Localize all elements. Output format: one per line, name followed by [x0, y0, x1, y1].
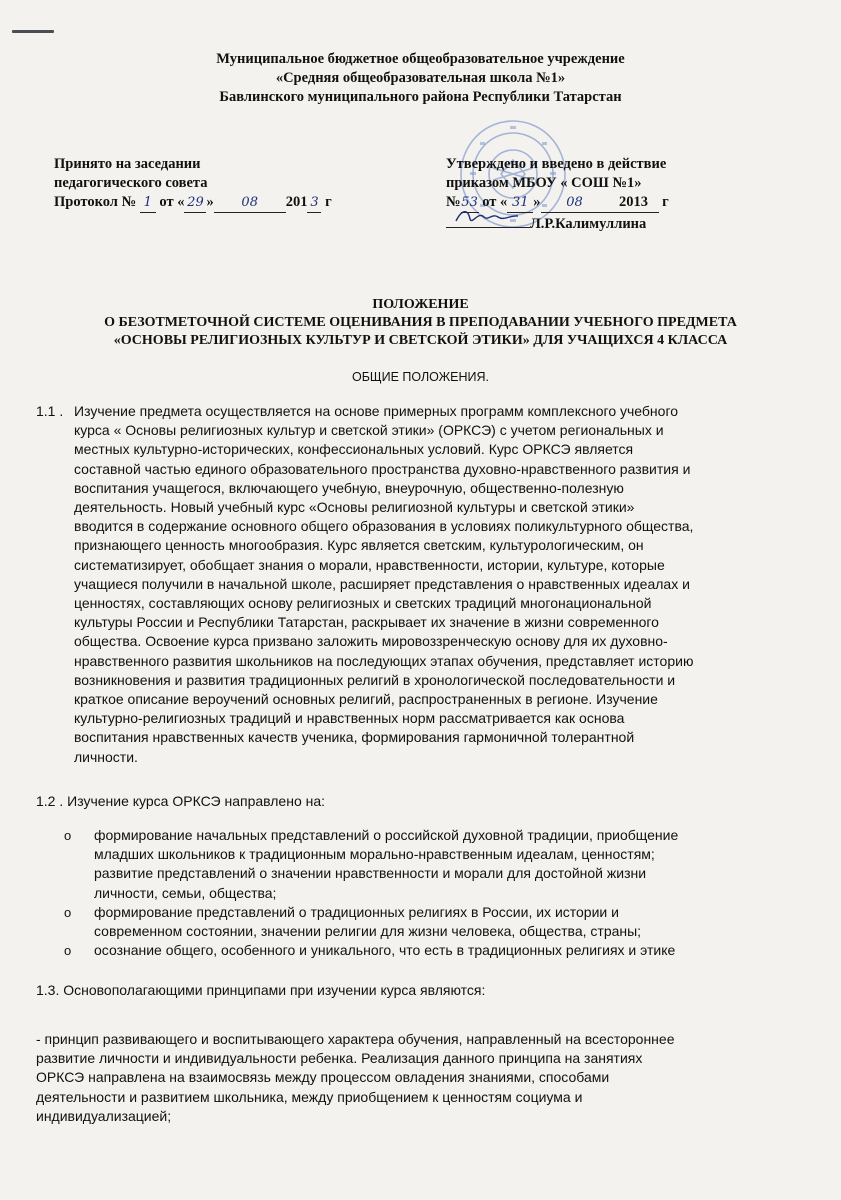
text-line: культурно-религиозных традиций и нравственных норм рассматривается как основа [74, 710, 625, 727]
order-day: 31 [507, 193, 533, 213]
signature-scribble [452, 207, 522, 227]
text-line: воспитания учащегося, включающего учебную, внеурочную, общественно-полезную [74, 479, 624, 496]
header-line-1: Муниципальное бюджетное общеобразовательное учреждение [216, 51, 625, 67]
text-line: o формирование представлений о традиционных религиях в России, их истории и [94, 903, 619, 920]
principle-paragraph [36, 1030, 806, 1126]
protocol-line [54, 193, 332, 213]
protocol-year-digit: 3 [307, 193, 321, 213]
text-line: o формирование начальных представлений о российской духовной традиции, приобщение [94, 827, 679, 843]
title-line-3: «ОСНОВЫ РЕЛИГИОЗНЫХ КУЛЬТУР И СВЕТСКОЙ ЭТИКИ» ДЛЯ УЧАЩИХСЯ 4 КЛАССА [113, 333, 728, 348]
text-line: признающего ценность многообразия. Курс является светским, культурологическим, он [74, 537, 644, 554]
order-year-suffix: г [658, 194, 669, 210]
text-line: - принцип развивающего и воспитывающего характера обучения, направленный на всестороннее [36, 1031, 675, 1047]
order-day-suffix: » [533, 194, 541, 210]
protocol-day: 29 [184, 193, 206, 213]
accepted-block [54, 155, 332, 213]
signatory-name: Л.Р.Калимуллина [530, 216, 647, 232]
paragraph-1-2-heading: 1.2 . Изучение курса ОРКСЭ направлено на: [36, 793, 326, 809]
text-line: воспитания нравственных качеств ученика, формирования гармоничной толерантной [74, 729, 635, 746]
text-line: деятельность. Новый учебный курс «Основы религиозной культуры и светской этики» [74, 499, 635, 516]
accepted-line-2: педагогического совета [54, 175, 208, 191]
document-header [0, 50, 841, 107]
document-title [0, 296, 841, 350]
goals-list [64, 826, 809, 960]
protocol-prefix: Протокол № [54, 194, 137, 210]
header-line-2: «Средняя общеобразовательная школа №1» [275, 70, 566, 86]
text-line: краткое описание вероучений основных религий, распространенных в регионе. Изучение [74, 691, 658, 708]
section-heading: ОБЩИЕ ПОЛОЖЕНИЯ. [351, 370, 490, 384]
text-line: развитие личности и индивидуальности ребенка. Реализация данного принципа на занятиях [36, 1050, 643, 1067]
order-month: 08 [541, 193, 609, 213]
order-number: 53 [461, 193, 479, 213]
signature-field [446, 213, 530, 228]
approved-block [446, 155, 669, 234]
text-line: Изучение предмета осуществляется на основе примерных программ комплексного учебного [74, 403, 679, 419]
text-line: современном состоянии, значении религии для жизни человека, общества, страны; [94, 923, 642, 940]
accepted-line-1: Принято на заседании [54, 156, 201, 172]
title-line-2: О БЕЗОТМЕТОЧНОЙ СИСТЕМЕ ОЦЕНИВАНИЯ В ПРЕПОДАВАНИИ УЧЕБНОГО ПРЕДМЕТА [104, 315, 737, 330]
text-line: местных культурно-исторических, конфессиональных условий. Курс ОРКСЭ является [74, 441, 634, 458]
order-from-prefix: от « [482, 194, 508, 210]
protocol-number: 1 [140, 193, 156, 213]
text-line: учащиеся получили в начальной школе, расширяет представления о нравственных идеалах и [74, 575, 690, 592]
protocol-from-prefix: от « [159, 194, 185, 210]
scan-artifact [12, 30, 54, 33]
text-line: индивидуализацией; [36, 1107, 172, 1124]
paragraph-1-1 [36, 402, 811, 767]
text-line: ОРКСЭ направлена на взаимосвязь между процессом овладения знаниями, способами [36, 1069, 610, 1086]
order-year: 2013 [609, 193, 659, 213]
list-item [64, 826, 809, 903]
protocol-year-suffix: г [321, 194, 332, 210]
text-line: деятельности и развитием школьника, между приобщением к ценностям социума и [36, 1088, 583, 1105]
text-line: личности. [74, 748, 138, 765]
approved-line-1: Утверждено и введено в действие [446, 156, 667, 172]
text-line: ценностях, составляющих основу религиозных и светских традиций многонациональной [74, 595, 652, 612]
text-line: нравственного развития школьников на последующих этапах обучения, представляет историю [74, 652, 694, 669]
list-item [64, 941, 809, 960]
text-line: общества. Освоение курса призвано заложить мировоззренческую основу для их духовно- [74, 633, 668, 650]
text-line: курса « Основы религиозных культур и светской этики» (ОРКСЭ) с учетом региональных и [74, 422, 664, 439]
list-item [64, 903, 809, 941]
text-line: составной частью единого образовательного пространства духовно-нравственного развития и [74, 460, 691, 477]
title-line-1: ПОЛОЖЕНИЕ [372, 297, 469, 312]
paragraph-1-3-heading: 1.3. Основополагающими принципами при изучении курса являются: [36, 982, 486, 998]
approved-line-2: приказом МБОУ « СОШ №1» [446, 175, 642, 191]
text-line: систематизирует, обобщает знания о морали, нравственности, истории, культуре, которые [74, 556, 665, 573]
protocol-month: 08 [214, 193, 286, 213]
signature-line [446, 213, 669, 234]
text-line: возникновения и развития традиционных религий в хронологической последовательности и [74, 671, 676, 688]
text-line: младших школьников к традиционным морально-нравственным идеалам, ценностям; [94, 846, 655, 863]
text-line: вводится в содержание основного общего образования в условиях поликультурного общества, [74, 518, 694, 535]
paragraph-number: 1.1 . [36, 403, 64, 419]
protocol-year-prefix: 201 [285, 194, 308, 210]
order-prefix: № [446, 194, 461, 210]
text-line: o осознание общего, особенного и уникального, что есть в традиционных религиях и этике [94, 942, 676, 959]
text-line: личности, семьи, общества; [94, 884, 277, 901]
text-line: развитие представлений о значении нравственности и морали для достойной жизни [94, 865, 647, 882]
protocol-day-suffix: » [206, 194, 214, 210]
header-line-3: Бавлинского муниципального района Республики Татарстан [219, 89, 622, 105]
text-line: культуры России и Республики Татарстан, раскрывает их значение в жизни современного [74, 614, 659, 631]
paragraph-text [74, 402, 811, 767]
